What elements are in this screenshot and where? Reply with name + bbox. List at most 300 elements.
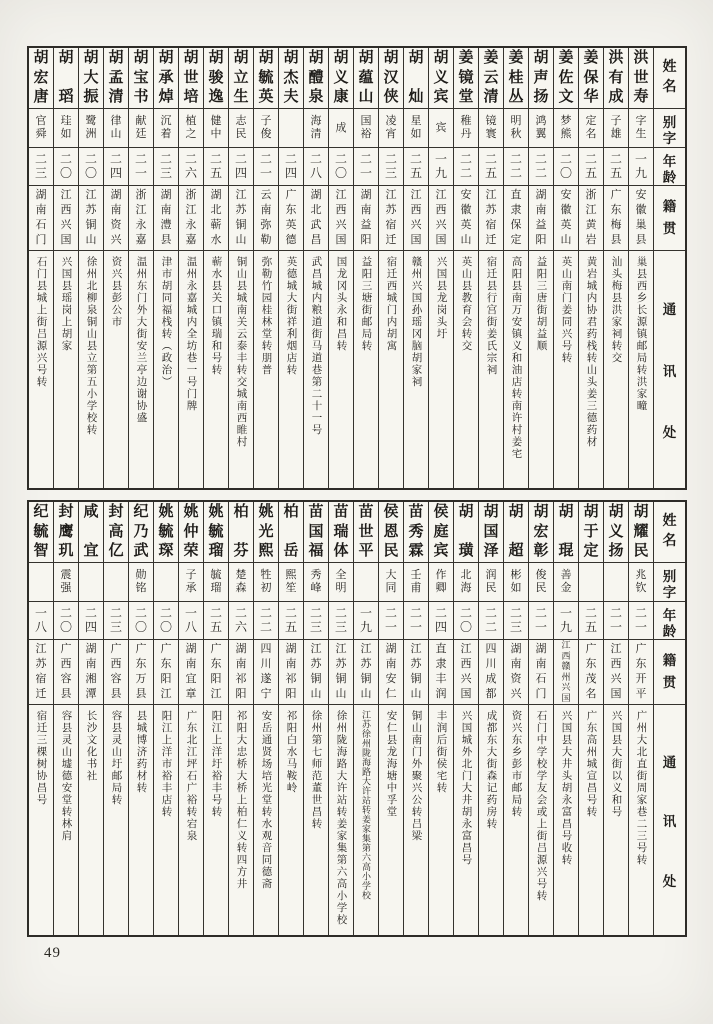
entry-origin: 江 苏 铜 山 bbox=[329, 640, 353, 705]
entry-origin: 湖 南 石 门 bbox=[529, 640, 553, 705]
entry-address: 祁阳白水马鞍岭 bbox=[285, 710, 297, 794]
directory-entry-column bbox=[303, 502, 328, 935]
entry-age: 二 三 bbox=[29, 148, 53, 186]
entry-origin: 浙 江 永 嘉 bbox=[179, 186, 203, 251]
header-origin: 籍 贯 bbox=[654, 186, 685, 251]
entry-courtesy-name: 宾 bbox=[429, 109, 453, 148]
entry-age: 二 三 bbox=[504, 602, 528, 640]
directory-entry-column bbox=[153, 502, 178, 935]
entry-courtesy-name: 定 名 bbox=[579, 109, 603, 148]
directory-entry-column bbox=[528, 48, 553, 488]
directory-entry-column bbox=[103, 48, 128, 488]
entry-age: 二 四 bbox=[229, 148, 253, 186]
entry-origin: 湖 南 澧 县 bbox=[154, 186, 178, 251]
entry-courtesy-name: 梦 熊 bbox=[554, 109, 578, 148]
entry-name: 柏 岳 bbox=[279, 502, 303, 563]
directory-entry-column bbox=[453, 48, 478, 488]
entry-address: 巢县西乡长源镇邮局转洪家疃 bbox=[635, 256, 647, 412]
entry-address: 广东高州城宣昌号转 bbox=[585, 710, 597, 818]
entry-name: 胡 汉 侠 bbox=[379, 48, 403, 109]
entry-age: 二 〇 bbox=[54, 148, 78, 186]
entry-name: 封 高 亿 bbox=[104, 502, 128, 563]
directory-entry-column bbox=[353, 502, 378, 935]
entry-origin: 广 东 开 平 bbox=[629, 640, 653, 705]
entry-name: 胡 孟 清 bbox=[104, 48, 128, 109]
entry-name: 胡 于 定 bbox=[579, 502, 603, 563]
entry-courtesy-name: 镜 寰 bbox=[479, 109, 503, 148]
directory-entry-column bbox=[128, 48, 153, 488]
directory-entry-column bbox=[78, 48, 103, 488]
entry-courtesy-name: 熙 笙 bbox=[279, 563, 303, 602]
header-courtesy: 别 字 bbox=[654, 563, 685, 602]
directory-table-bottom bbox=[27, 500, 687, 937]
header-address: 通 讯 处 bbox=[662, 302, 677, 440]
entry-courtesy-name: 凌 宵 bbox=[379, 109, 403, 148]
entry-origin: 安 徽 英 山 bbox=[554, 186, 578, 251]
directory-entry-column bbox=[278, 502, 303, 935]
entry-address: 徐州第七师范董世昌转 bbox=[310, 710, 322, 830]
entry-origin: 安 徽 英 山 bbox=[454, 186, 478, 251]
entry-address: 宿迁三棵树协昌号 bbox=[35, 710, 47, 806]
entry-address: 兴国县瑶岗上胡家 bbox=[60, 256, 72, 352]
entry-age: 二 一 bbox=[379, 602, 403, 640]
entry-age: 二 三 bbox=[329, 602, 353, 640]
entry-age: 二 五 bbox=[604, 148, 628, 186]
entry-address: 江苏徐州陇海路大许站转姜家集第六高小学校 bbox=[361, 710, 371, 900]
entry-courtesy-name bbox=[29, 563, 53, 602]
entry-name: 姚 毓 瑠 bbox=[204, 502, 228, 563]
entry-origin: 江 西 兴 国 bbox=[404, 186, 428, 251]
entry-courtesy-name bbox=[154, 563, 178, 602]
entry-address: 宿迁县行宫街姜氏宗祠 bbox=[485, 256, 497, 376]
directory-entry-column bbox=[478, 502, 503, 935]
entry-origin: 江 苏 铜 山 bbox=[304, 640, 328, 705]
entry-age: 一 九 bbox=[429, 148, 453, 186]
entry-courtesy-name: 海 清 bbox=[304, 109, 328, 148]
entry-age: 二 〇 bbox=[154, 602, 178, 640]
entry-name: 洪 有 成 bbox=[604, 48, 628, 109]
entry-name: 姚 仲 荣 bbox=[179, 502, 203, 563]
directory-entry-column bbox=[603, 48, 628, 488]
entry-name: 封 鹰 玑 bbox=[54, 502, 78, 563]
entry-name: 苗 秀 霖 bbox=[404, 502, 428, 563]
entry-origin: 江 苏 铜 山 bbox=[404, 640, 428, 705]
entry-age: 二 〇 bbox=[554, 148, 578, 186]
entry-origin: 广 东 阳 江 bbox=[154, 640, 178, 705]
entry-address: 英山县教育会转交 bbox=[460, 256, 472, 352]
entry-origin: 四 川 遂 宁 bbox=[254, 640, 278, 705]
directory-entry-column bbox=[553, 48, 578, 488]
entry-age: 二 三 bbox=[379, 148, 403, 186]
entry-origin: 江 西 兴 国 bbox=[454, 640, 478, 705]
entry-name: 胡 璜 bbox=[454, 502, 478, 563]
directory-entry-column bbox=[53, 502, 78, 935]
entry-name: 胡 声 扬 bbox=[529, 48, 553, 109]
entry-origin: 浙 江 永 嘉 bbox=[129, 186, 153, 251]
entry-address: 宿迁西城门内胡寓 bbox=[385, 256, 397, 352]
entry-courtesy-name bbox=[79, 563, 103, 602]
directory-entry-column bbox=[203, 48, 228, 488]
directory-entry-column bbox=[403, 48, 428, 488]
entry-name: 胡 大 振 bbox=[79, 48, 103, 109]
entry-origin: 广 东 梅 县 bbox=[604, 186, 628, 251]
entry-address: 兴国县大井头胡永富昌号收转 bbox=[560, 710, 572, 866]
entry-age: 二 一 bbox=[254, 148, 278, 186]
entry-name: 苗 瑞 体 bbox=[329, 502, 353, 563]
entry-address: 长沙文化书社 bbox=[85, 710, 97, 782]
entry-courtesy-name bbox=[279, 109, 303, 148]
entry-courtesy-name: 震 强 bbox=[54, 563, 78, 602]
entry-origin: 江 西 兴 国 bbox=[54, 186, 78, 251]
entry-address: 温州永嘉城内全坊巷一号门牌 bbox=[185, 256, 197, 412]
entry-age: 二 六 bbox=[229, 602, 253, 640]
entry-age: 二 〇 bbox=[454, 602, 478, 640]
directory-entry-column bbox=[453, 502, 478, 935]
entry-courtesy-name: 彬 如 bbox=[504, 563, 528, 602]
entry-name: 姜 镜 堂 bbox=[454, 48, 478, 109]
entry-name: 姜 云 清 bbox=[479, 48, 503, 109]
entry-courtesy-name: 子 承 bbox=[179, 563, 203, 602]
entry-origin: 江 西 兴 国 bbox=[604, 640, 628, 705]
directory-entry-column bbox=[178, 502, 203, 935]
entry-courtesy-name: 字 生 bbox=[629, 109, 653, 148]
entry-courtesy-name: 大 同 bbox=[379, 563, 403, 602]
entry-courtesy-name bbox=[579, 563, 603, 602]
entry-courtesy-name bbox=[104, 563, 128, 602]
entry-name: 胡 杰 夫 bbox=[279, 48, 303, 109]
entry-address: 徐州陇海路大许站转姜家集第六高小学校 bbox=[335, 710, 347, 926]
entry-name: 姚 光 熙 bbox=[254, 502, 278, 563]
entry-address: 高阳县南万安镇义和油店转南许村姜宅 bbox=[510, 256, 522, 460]
entry-address: 赣州兴国孙瑶冈脑胡家祠 bbox=[410, 256, 422, 388]
entry-courtesy-name: 壬 甫 bbox=[404, 563, 428, 602]
directory-entry-column bbox=[628, 48, 653, 488]
entry-address: 县城博济药材转 bbox=[135, 710, 147, 794]
directory-entry-column bbox=[328, 502, 353, 935]
header-name: 姓 名 bbox=[654, 502, 685, 563]
header-age: 年 龄 bbox=[654, 602, 685, 640]
entry-courtesy-name: 勋 铭 bbox=[129, 563, 153, 602]
entry-age: 二 五 bbox=[579, 148, 603, 186]
entry-courtesy-name: 善 金 bbox=[554, 563, 578, 602]
entry-name: 胡 义 宾 bbox=[429, 48, 453, 109]
entry-courtesy-name bbox=[354, 563, 378, 602]
entry-age: 二 四 bbox=[279, 148, 303, 186]
entry-courtesy-name: 秀 峰 bbox=[304, 563, 328, 602]
entry-courtesy-name: 沉 着 bbox=[154, 109, 178, 148]
entry-age: 二 一 bbox=[354, 148, 378, 186]
entry-origin: 江 苏 宿 迁 bbox=[479, 186, 503, 251]
entry-origin: 江 苏 铜 山 bbox=[79, 186, 103, 251]
entry-address: 广东北江坪石广裕转宕泉 bbox=[185, 710, 197, 842]
header-column bbox=[653, 48, 685, 488]
entry-courtesy-name: 牲 初 bbox=[254, 563, 278, 602]
entry-address: 铜山县城南关云泰丰转交城南西睢村 bbox=[235, 256, 247, 448]
entry-courtesy-name: 作 卿 bbox=[429, 563, 453, 602]
entry-origin: 湖 北 武 昌 bbox=[304, 186, 328, 251]
entry-address: 黄岩城内协君药栈转山头姜三德药材 bbox=[585, 256, 597, 448]
entry-age: 二 四 bbox=[429, 602, 453, 640]
directory-entry-column bbox=[228, 502, 253, 935]
entry-origin: 湖 南 资 兴 bbox=[504, 640, 528, 705]
entry-name: 胡 灿 bbox=[404, 48, 428, 109]
entry-address: 铜山南门外聚兴公转吕梁 bbox=[410, 710, 422, 842]
directory-entry-column bbox=[178, 48, 203, 488]
header-courtesy: 别 字 bbox=[654, 109, 685, 148]
entry-address: 阳江上洋市裕丰店转 bbox=[160, 710, 172, 818]
entry-address: 资兴县彭公市 bbox=[110, 256, 122, 328]
directory-entry-column bbox=[503, 48, 528, 488]
entry-age: 二 一 bbox=[529, 602, 553, 640]
entry-courtesy-name: 子 俊 bbox=[254, 109, 278, 148]
header-age: 年 龄 bbox=[654, 148, 685, 186]
entry-age: 二 五 bbox=[579, 602, 603, 640]
entry-age: 二 一 bbox=[404, 602, 428, 640]
entry-address: 武昌城内粮道街马道巷第二十一号 bbox=[310, 256, 322, 436]
entry-address: 弥勒竹园桂林堂转朋普 bbox=[260, 256, 272, 376]
entry-courtesy-name: 献 廷 bbox=[129, 109, 153, 148]
entry-origin: 浙 江 黄 岩 bbox=[579, 186, 603, 251]
directory-entry-column bbox=[128, 502, 153, 935]
entry-address: 英山南门姜同兴号转 bbox=[560, 256, 572, 364]
entry-courtesy-name: 健 中 bbox=[204, 109, 228, 148]
entry-name: 胡 承 焯 bbox=[154, 48, 178, 109]
entry-name: 胡 宝 书 bbox=[129, 48, 153, 109]
directory-entry-column bbox=[503, 502, 528, 935]
entry-address: 石门中学校学友会或上街吕源兴号转 bbox=[535, 710, 547, 902]
page-number: 49 bbox=[44, 945, 61, 961]
entry-courtesy-name: 兆 钦 bbox=[629, 563, 653, 602]
entry-address: 阳江上洋圩裕丰号转 bbox=[210, 710, 222, 818]
directory-entry-column bbox=[553, 502, 578, 935]
directory-entry-column bbox=[478, 48, 503, 488]
directory-entry-column bbox=[303, 48, 328, 488]
directory-entry-column bbox=[103, 502, 128, 935]
directory-entry-column bbox=[78, 502, 103, 935]
entry-name: 胡 世 培 bbox=[179, 48, 203, 109]
entry-origin: 湖 南 湘 潭 bbox=[79, 640, 103, 705]
entry-age: 二 五 bbox=[479, 148, 503, 186]
entry-age: 二 八 bbox=[304, 148, 328, 186]
entry-age: 二 四 bbox=[104, 148, 128, 186]
entry-courtesy-name: 稚 丹 bbox=[454, 109, 478, 148]
header-address: 通 讯 处 bbox=[662, 754, 677, 889]
entry-courtesy-name: 珪 如 bbox=[54, 109, 78, 148]
entry-origin: 湖 南 石 门 bbox=[29, 186, 53, 251]
entry-age: 二 四 bbox=[79, 602, 103, 640]
directory-entry-column bbox=[53, 48, 78, 488]
entry-origin: 江 苏 宿 迁 bbox=[29, 640, 53, 705]
entry-name: 苗 世 平 bbox=[354, 502, 378, 563]
directory-entry-column bbox=[29, 48, 53, 488]
entry-name: 胡 国 泽 bbox=[479, 502, 503, 563]
directory-entry-column bbox=[153, 48, 178, 488]
entry-name: 胡 义 康 bbox=[329, 48, 353, 109]
entry-origin: 安 徽 巢 县 bbox=[629, 186, 653, 251]
entry-courtesy-name: 成 bbox=[329, 109, 353, 148]
entry-age: 二 五 bbox=[279, 602, 303, 640]
entry-age: 一 九 bbox=[354, 602, 378, 640]
entry-courtesy-name bbox=[604, 563, 628, 602]
entry-courtesy-name: 明 秋 bbox=[504, 109, 528, 148]
entry-age: 二 二 bbox=[529, 148, 553, 186]
entry-address: 安岳通贤场培光堂转水观音同德斋 bbox=[260, 710, 272, 890]
entry-origin: 云 南 弥 勒 bbox=[254, 186, 278, 251]
entry-name: 姜 保 华 bbox=[579, 48, 603, 109]
entry-name: 柏 芬 bbox=[229, 502, 253, 563]
entry-name: 胡 超 bbox=[504, 502, 528, 563]
entry-origin: 广 西 容 县 bbox=[104, 640, 128, 705]
entry-origin: 江 西 兴 国 bbox=[329, 186, 353, 251]
entry-origin: 湖 南 祁 阳 bbox=[279, 640, 303, 705]
entry-origin: 直 隶 保 定 bbox=[504, 186, 528, 251]
entry-address: 国龙冈头永和昌转 bbox=[335, 256, 347, 352]
entry-age: 二 二 bbox=[254, 602, 278, 640]
entry-age: 二 一 bbox=[604, 602, 628, 640]
entry-name: 胡 骏 逸 bbox=[204, 48, 228, 109]
directory-entry-column bbox=[29, 502, 53, 935]
entry-origin: 广 东 英 德 bbox=[279, 186, 303, 251]
entry-origin: 湖 南 资 兴 bbox=[104, 186, 128, 251]
entry-origin: 湖 南 益 阳 bbox=[529, 186, 553, 251]
entry-address: 兴国城外北门大井胡永富昌号 bbox=[460, 710, 472, 866]
entry-address: 津市胡同福栈转（政治） bbox=[160, 256, 172, 388]
directory-entry-column bbox=[428, 502, 453, 935]
entry-origin: 广 东 万 县 bbox=[129, 640, 153, 705]
header-origin: 籍 贯 bbox=[654, 640, 685, 705]
entry-courtesy-name: 鹭 洲 bbox=[79, 109, 103, 148]
entry-name: 姜 佐 文 bbox=[554, 48, 578, 109]
entry-age: 一 八 bbox=[29, 602, 53, 640]
entry-address: 益阳三塘街邮局转 bbox=[360, 256, 372, 352]
directory-entry-column bbox=[203, 502, 228, 935]
entry-address: 英德城大街祥利烟店转 bbox=[285, 256, 297, 376]
entry-origin: 湖 南 安 仁 bbox=[379, 640, 403, 705]
entry-courtesy-name: 志 民 bbox=[229, 109, 253, 148]
entry-address: 石门县城上街吕源兴号转 bbox=[35, 256, 47, 388]
directory-entry-column bbox=[253, 502, 278, 935]
header-name: 姓 名 bbox=[654, 48, 685, 109]
entry-origin: 江 苏 铜 山 bbox=[229, 186, 253, 251]
entry-name: 姚 毓 琛 bbox=[154, 502, 178, 563]
entry-address: 资兴东乡彭市邮局转 bbox=[510, 710, 522, 818]
entry-age: 二 二 bbox=[504, 148, 528, 186]
directory-entry-column bbox=[378, 502, 403, 935]
entry-name: 胡 琨 bbox=[554, 502, 578, 563]
entry-age: 二 五 bbox=[204, 148, 228, 186]
directory-entry-column bbox=[428, 48, 453, 488]
entry-name: 胡 义 扬 bbox=[604, 502, 628, 563]
entry-courtesy-name: 楚 森 bbox=[229, 563, 253, 602]
entry-address: 安仁县龙海塘中孚堂 bbox=[385, 710, 397, 818]
entry-origin: 湖 北 蕲 水 bbox=[204, 186, 228, 251]
entry-origin: 湖 南 宜 章 bbox=[179, 640, 203, 705]
entry-age: 二 三 bbox=[304, 602, 328, 640]
entry-courtesy-name: 俊 民 bbox=[529, 563, 553, 602]
entry-name: 胡 耀 民 bbox=[629, 502, 653, 563]
entry-name: 苗 国 福 bbox=[304, 502, 328, 563]
entry-origin: 江 苏 铜 山 bbox=[354, 640, 378, 705]
entry-origin: 湖 南 祁 阳 bbox=[229, 640, 253, 705]
entry-age: 二 五 bbox=[204, 602, 228, 640]
entry-name: 胡 瑫 bbox=[54, 48, 78, 109]
directory-entry-column bbox=[253, 48, 278, 488]
entry-origin: 四 川 成 都 bbox=[479, 640, 503, 705]
directory-entry-column bbox=[378, 48, 403, 488]
entry-name: 咸 宜 bbox=[79, 502, 103, 563]
entry-name: 胡 宏 唐 bbox=[29, 48, 53, 109]
entry-age: 二 六 bbox=[179, 148, 203, 186]
entry-address: 成都东大街森记药房转 bbox=[485, 710, 497, 830]
entry-age: 二 〇 bbox=[54, 602, 78, 640]
directory-entry-column bbox=[528, 502, 553, 935]
directory-entry-column bbox=[403, 502, 428, 935]
entry-address: 益阳三唐街胡益顺 bbox=[535, 256, 547, 352]
entry-age: 二 三 bbox=[154, 148, 178, 186]
entry-courtesy-name: 星 如 bbox=[404, 109, 428, 148]
entry-age: 二 二 bbox=[454, 148, 478, 186]
entry-age: 二 二 bbox=[479, 602, 503, 640]
entry-courtesy-name: 植 之 bbox=[179, 109, 203, 148]
entry-age: 二 〇 bbox=[329, 148, 353, 186]
entry-origin: 广 东 茂 名 bbox=[579, 640, 603, 705]
directory-entry-column bbox=[228, 48, 253, 488]
entry-address: 祁阳大忠桥大桥上柏仁义转四方井 bbox=[235, 710, 247, 890]
entry-courtesy-name: 子 雄 bbox=[604, 109, 628, 148]
entry-address: 广州大北直街周家巷二三号转 bbox=[635, 710, 647, 866]
entry-courtesy-name: 毓 瑠 bbox=[204, 563, 228, 602]
entry-name: 侯 恩 民 bbox=[379, 502, 403, 563]
entry-name: 胡 醴 泉 bbox=[304, 48, 328, 109]
entry-origin: 江 苏 宿 迁 bbox=[379, 186, 403, 251]
entry-courtesy-name: 北 海 bbox=[454, 563, 478, 602]
directory-entry-column bbox=[578, 502, 603, 935]
header-column bbox=[653, 502, 685, 935]
entry-origin: 广 西 容 县 bbox=[54, 640, 78, 705]
entry-origin: 广 东 阳 江 bbox=[204, 640, 228, 705]
directory-entry-column bbox=[278, 48, 303, 488]
directory-entry-column bbox=[628, 502, 653, 935]
entry-age: 二 三 bbox=[104, 602, 128, 640]
entry-name: 侯 庭 宾 bbox=[429, 502, 453, 563]
entry-origin: 江 西 兴 国 bbox=[429, 186, 453, 251]
entry-age: 二 一 bbox=[129, 148, 153, 186]
entry-address: 温州东门外大街安兰亭边谢协盛 bbox=[135, 256, 147, 424]
entry-origin: 湖 南 益 阳 bbox=[354, 186, 378, 251]
entry-name: 胡 立 生 bbox=[229, 48, 253, 109]
entry-address: 容县灵山圩邮局转 bbox=[110, 710, 122, 806]
entry-address: 丰润后街侯宅转 bbox=[435, 710, 447, 794]
directory-entry-column bbox=[603, 502, 628, 935]
entry-name: 姜 桂 丛 bbox=[504, 48, 528, 109]
directory-entry-column bbox=[353, 48, 378, 488]
entry-name: 胡 宏 彰 bbox=[529, 502, 553, 563]
entry-name: 胡 蕴 山 bbox=[354, 48, 378, 109]
entry-address: 容县灵山墟德安堂转林肩 bbox=[60, 710, 72, 842]
entry-age: 二 〇 bbox=[129, 602, 153, 640]
entry-courtesy-name: 鸿 翼 bbox=[529, 109, 553, 148]
entry-name: 胡 毓 英 bbox=[254, 48, 278, 109]
directory-entry-column bbox=[578, 48, 603, 488]
entry-name: 纪 乃 武 bbox=[129, 502, 153, 563]
entry-courtesy-name: 律 山 bbox=[104, 109, 128, 148]
entry-age: 一 八 bbox=[179, 602, 203, 640]
entry-age: 一 九 bbox=[629, 148, 653, 186]
entry-origin: 江 西 赣 州 兴 国 bbox=[554, 640, 578, 705]
entry-address: 兴国县大街以义和号 bbox=[610, 710, 622, 818]
entry-name: 纪 毓 智 bbox=[29, 502, 53, 563]
entry-origin: 直 隶 丰 润 bbox=[429, 640, 453, 705]
